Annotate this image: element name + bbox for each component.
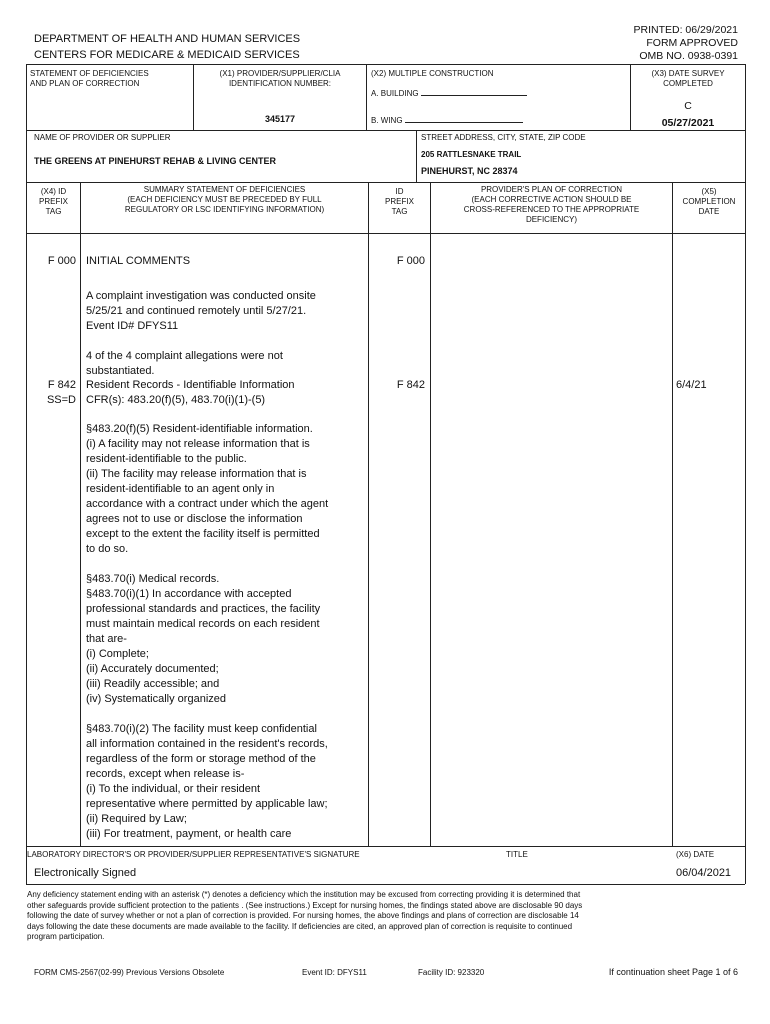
facility-id: Facility ID: 923320: [418, 968, 485, 977]
survey-code: C: [684, 100, 692, 112]
statement-label: STATEMENT OF DEFICIENCIES AND PLAN OF CORRECTION: [30, 69, 149, 88]
row1-id: F 000: [396, 255, 425, 267]
building-label: A. BUILDING: [371, 89, 419, 98]
address-label: STREET ADDRESS, CITY, STATE, ZIP CODE: [421, 133, 586, 142]
survey-date: 05/27/2021: [661, 117, 715, 129]
form-id: FORM CMS-2567(02-99) Previous Versions Obsolete: [34, 968, 225, 977]
row2-heading: Resident Records - Identifiable Information CFR(s): 483.20(f)(5), 483.70(i)(1)-(5): [86, 379, 295, 406]
provider-name-label: NAME OF PROVIDER OR SUPPLIER: [34, 133, 171, 142]
building-blank: [421, 86, 527, 96]
x4-header: (X4) ID PREFIX TAG: [39, 187, 68, 216]
department-line: DEPARTMENT OF HEALTH AND HUMAN SERVICES: [34, 33, 301, 45]
row2-id: F 842: [396, 379, 425, 391]
wing-blank: [405, 113, 523, 123]
wing-row: [371, 113, 523, 126]
printed-date: PRINTED: 06/29/2021: [633, 24, 738, 36]
form-approved: FORM APPROVED: [646, 37, 738, 49]
signature-label: LABORATORY DIRECTOR'S OR PROVIDER/SUPPLIER REPRESENTATIVE'S SIGNATURE: [27, 850, 360, 859]
omb-number: OMB NO. 0938-0391: [639, 50, 738, 62]
row1-heading: INITIAL COMMENTS: [86, 255, 191, 267]
row2-tag: F 842 SS=D: [46, 379, 76, 406]
row1-tag: F 000: [47, 255, 76, 267]
plan-header: PROVIDER'S PLAN OF CORRECTION (EACH CORRECTIVE ACTION SHOULD BE CROSS-REFERENCED TO THE APPROPRIATE DEFICIENCY): [463, 185, 640, 224]
wing-label: B. WING: [371, 116, 403, 125]
provider-name: THE GREENS AT PINEHURST REHAB & LIVING CENTER: [34, 156, 277, 166]
x3-label: (X3) DATE SURVEY COMPLETED: [651, 69, 725, 88]
x2-label: (X2) MULTIPLE CONSTRUCTION: [371, 69, 494, 78]
signature-value: Electronically Signed: [34, 867, 137, 879]
disclaimer-text: Any deficiency statement ending with an asterisk (*) denotes a deficiency which the institution may be excused from correcting providing it is determined that other safeguards provide sufficient protection to the patients . (See instructions.) Except for nursing homes, the findings stated above are disclosable 90 days following the date of survey whether or not a plan of correction is provided. For nursing homes, the above findings and plans of correction are disclosable 14 days following the date these documents are made available to the facility. If deficiencies are cited, an approved plan of correction is requisite to continued program participation.: [27, 890, 583, 941]
id-header: ID PREFIX TAG: [385, 187, 414, 216]
row2-completion-date: 6/4/21: [676, 379, 707, 391]
page-number: If continuation sheet Page 1 of 6: [608, 967, 738, 977]
event-id: Event ID: DFYS11: [302, 968, 367, 977]
row1-body: A complaint investigation was conducted onsite 5/25/21 and continued remotely until 5/27/21. Event ID# DFYS11 4 of the 4 complaint allegations were not substantiated.: [86, 290, 316, 377]
x1-label: (X1) PROVIDER/SUPPLIER/CLIA IDENTIFICATION NUMBER:: [219, 69, 341, 88]
address-line2: PINEHURST, NC 28374: [421, 166, 518, 176]
x5-header: (X5) COMPLETION DATE: [682, 187, 736, 216]
signature-date: 06/04/2021: [676, 867, 732, 879]
building-row: [371, 86, 527, 99]
provider-number: 345177: [264, 114, 296, 124]
address-line1: 205 RATTLESNAKE TRAIL: [421, 150, 522, 159]
title-label: TITLE: [506, 850, 528, 859]
row2-body: §483.20(f)(5) Resident-identifiable information. (i) A facility may not release information that is resident-identifiable to the public. (ii) The facility may release information that is resident-identifiable to an agent only in accordance with a contract under which the agent agrees not to use or disclose the information except to the extent the facility itself is permitted to do so. §483.70(i) Medical records. §483.70(i)(1) In accordance with accepted professional standards and practices, the facility must maintain medical records on each resident that are- (i) Complete; (ii) Accurately documented; (iii) Readily accessible; and (iv) Systematically organized §483.70(i)(2) The facility must keep confidential all information contained in the resident's records, regardless of the form or storage method of the records, except when release is- (i) To the individual, or their resident representative where permitted by applicable law; (ii) Required by Law; (iii) For treatment, payment, or health care: [86, 423, 329, 840]
summary-header: SUMMARY STATEMENT OF DEFICIENCIES (EACH DEFICIENCY MUST BE PRECEDED BY FULL REGULATORY OR LSC IDENTIFYING INFORMATION): [124, 185, 325, 214]
cms-line: CENTERS FOR MEDICARE & MEDICAID SERVICES: [34, 49, 300, 61]
date-label: (X6) DATE: [676, 850, 715, 859]
